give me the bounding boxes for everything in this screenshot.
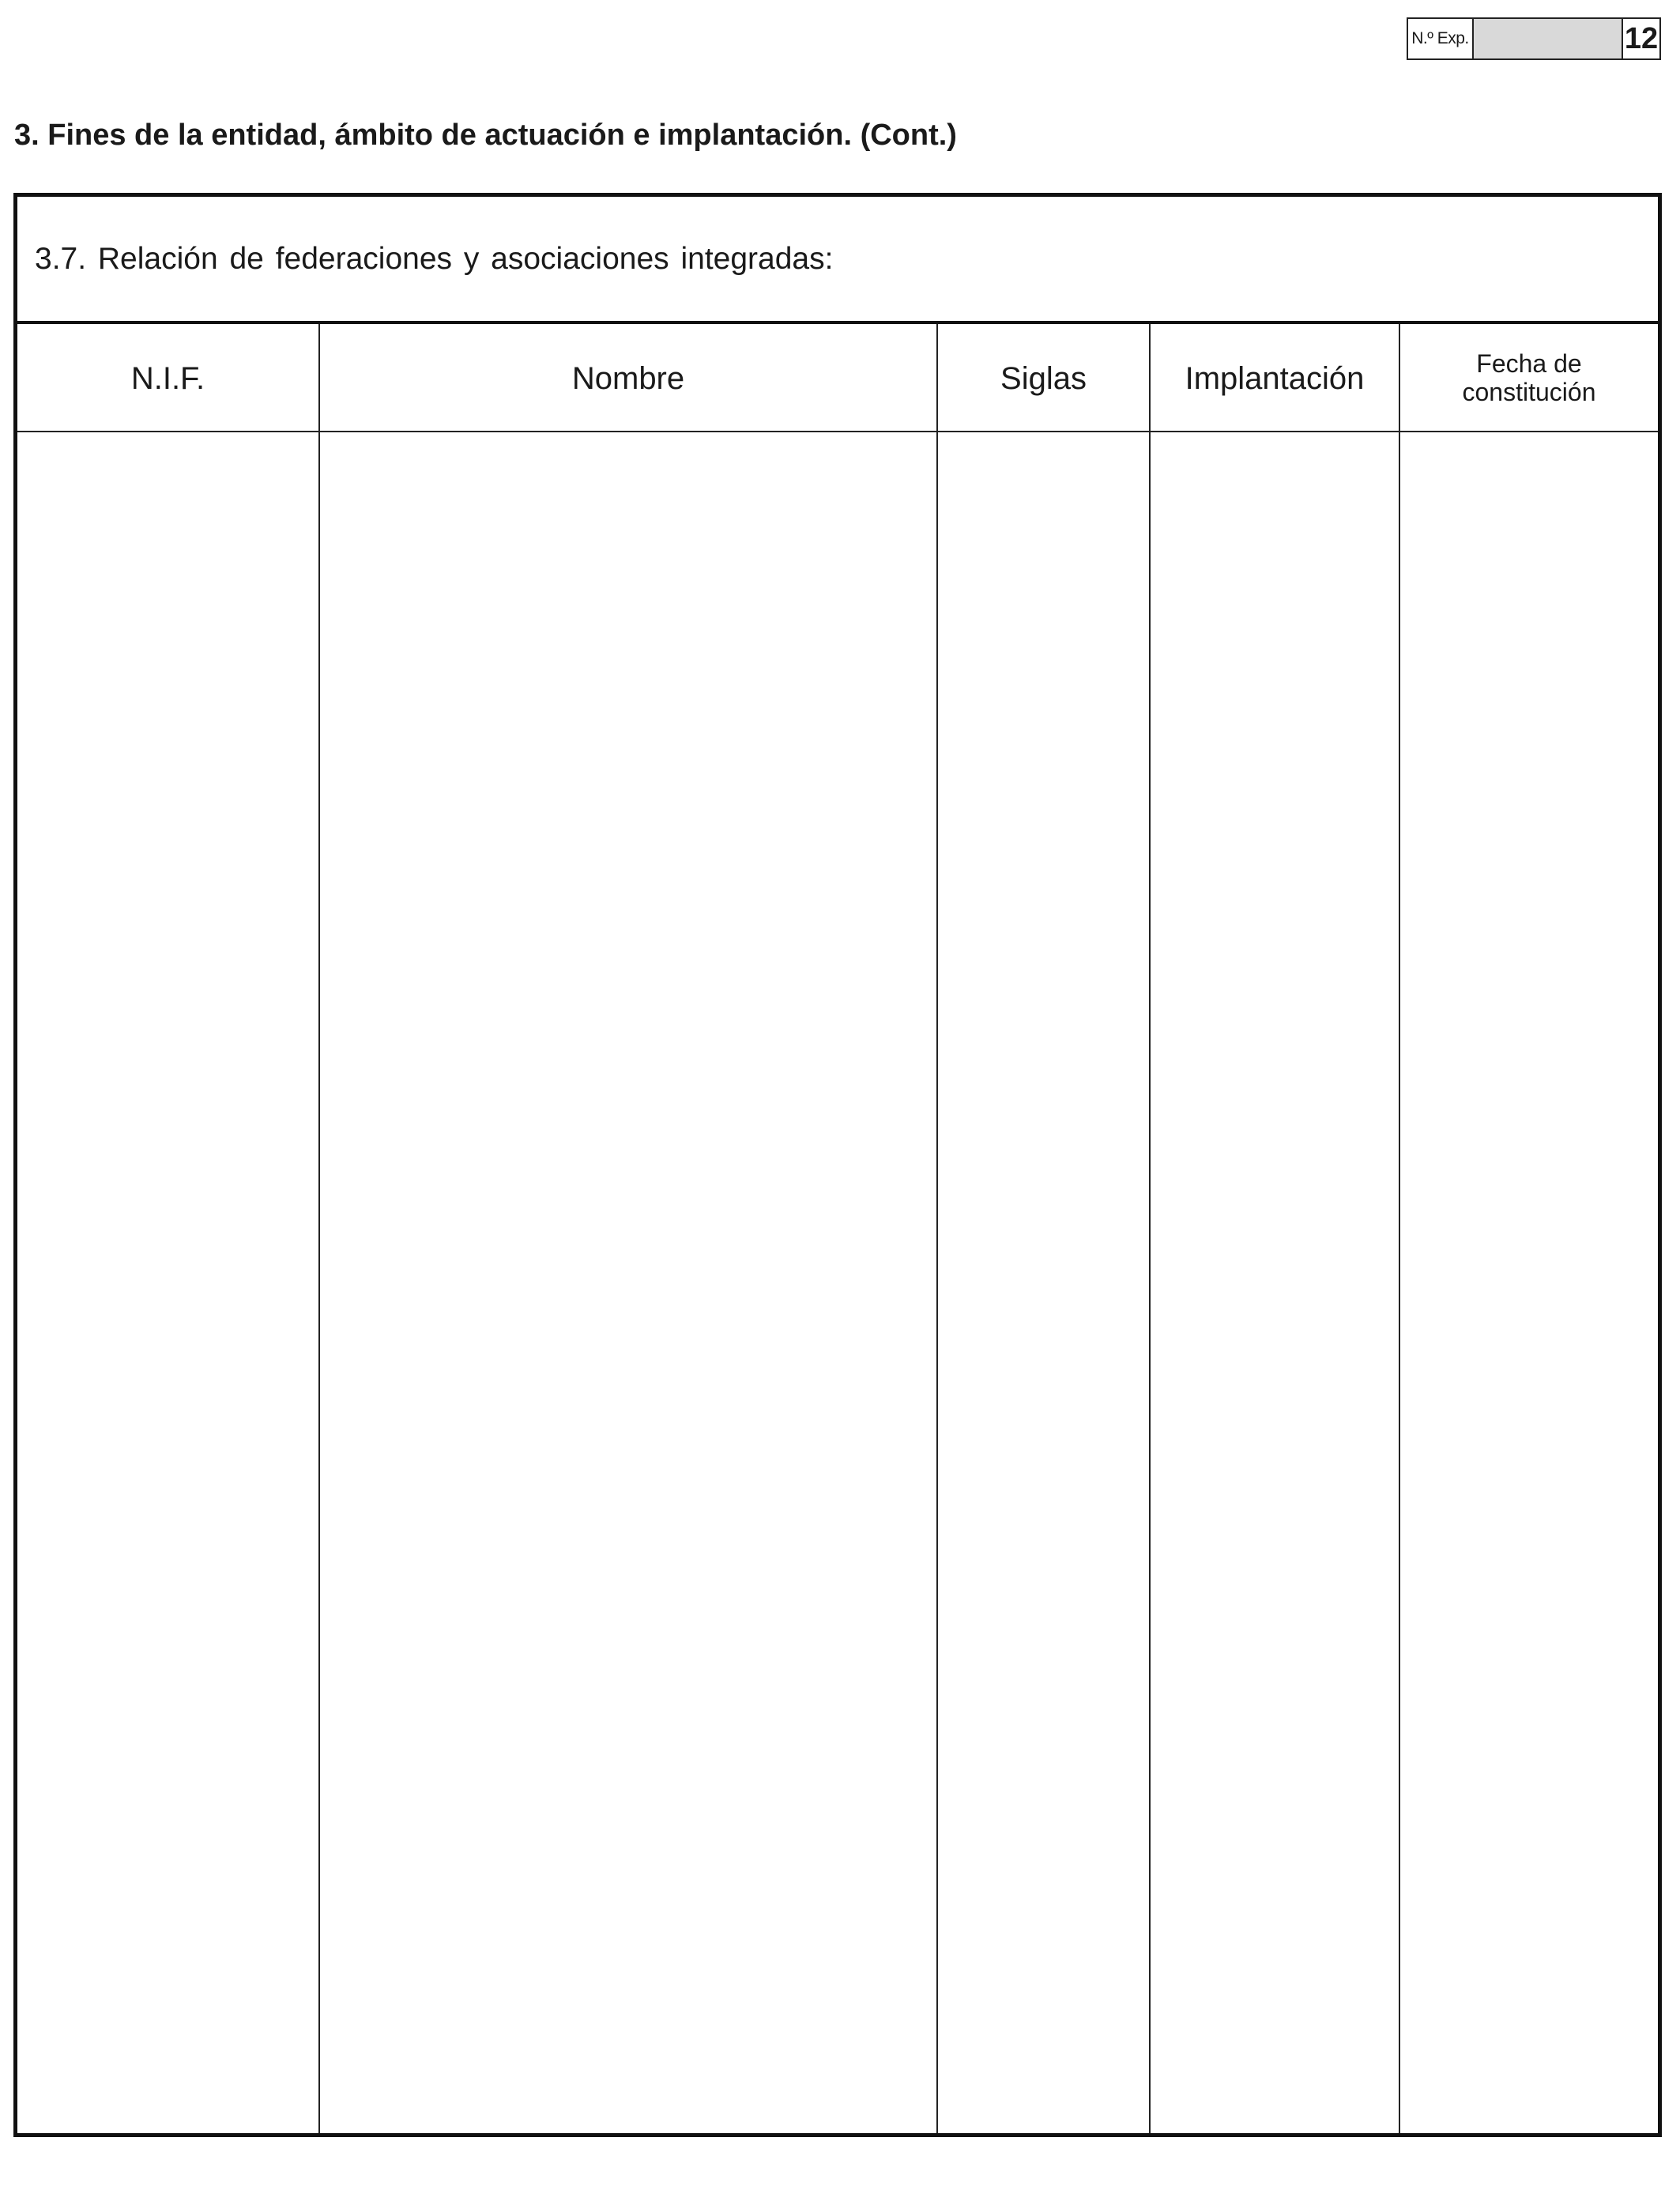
- column-header-nif: N.I.F.: [17, 324, 320, 431]
- subsection-title: 3.7. Relación de federaciones y asociaciones integradas:: [17, 197, 1658, 324]
- page-number: 12: [1624, 21, 1659, 55]
- expediente-number-box: [1407, 17, 1661, 60]
- federations-table: [17, 324, 1658, 2133]
- expediente-label: N.º Exp.: [1408, 19, 1474, 58]
- expediente-number-field[interactable]: [1474, 19, 1623, 58]
- column-header-fecha-line2: constitución: [1462, 377, 1596, 406]
- column-header-nombre: Nombre: [320, 324, 938, 431]
- nif-column-field[interactable]: [17, 432, 320, 2133]
- siglas-column-field[interactable]: [938, 432, 1151, 2133]
- implantacion-column-field[interactable]: [1151, 432, 1400, 2133]
- column-header-fecha-line1: Fecha de: [1476, 349, 1582, 378]
- federations-form: [13, 193, 1662, 2137]
- column-header-siglas: Siglas: [938, 324, 1151, 431]
- fecha-constitucion-column-field[interactable]: [1400, 432, 1658, 2133]
- column-header-fecha-constitucion: [1400, 324, 1658, 431]
- table-header-row: [17, 324, 1658, 432]
- column-header-implantacion: Implantación: [1151, 324, 1400, 431]
- section-title: 3. Fines de la entidad, ámbito de actuación e implantación. (Cont.): [14, 119, 957, 152]
- table-body: [17, 432, 1658, 2133]
- nombre-column-field[interactable]: [320, 432, 938, 2133]
